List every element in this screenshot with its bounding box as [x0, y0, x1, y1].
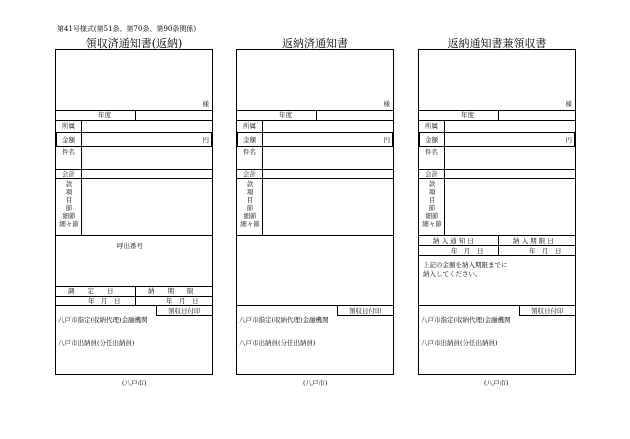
form3-kenmei: 件名: [425, 148, 438, 156]
form1-shozoku: 所属: [62, 122, 75, 130]
form1-collector: 八戸市出納員(分任出納員): [58, 339, 135, 347]
form3-collector: 八戸市出納員(分任出納員): [421, 339, 498, 347]
form2-nendo: 年度: [279, 111, 292, 119]
form1-en: 円: [202, 136, 209, 144]
form2-kingaku: 金額: [243, 136, 256, 144]
form2-shozoku: 所属: [243, 122, 256, 130]
form3-box: [418, 49, 576, 375]
form3-kaikei: 会計: [425, 170, 438, 178]
form3-notice-line1: 上記の金額を納入期限までに: [423, 261, 508, 269]
form1-bank: 八戸市指定(収納代理)金融機関: [58, 316, 148, 324]
form1-box: [55, 49, 213, 375]
form3-amount-row: [419, 132, 575, 147]
form3-date1: 年 月 日: [451, 247, 484, 255]
form2-en: 円: [383, 136, 390, 144]
form3-en: 円: [565, 136, 572, 144]
form3-kamoku: 款 項 目 節 細節 細々節: [422, 180, 442, 228]
form2-kenmei: 件名: [243, 148, 256, 156]
form2-title: 返納済通知書: [282, 37, 348, 50]
form3-date2: 年 月 日: [529, 247, 562, 255]
form2-kaikei: 会計: [243, 170, 256, 178]
form2-kamoku: 款 項 目 節 細節 細々節: [240, 180, 260, 228]
form1-amount-row: [56, 132, 212, 147]
form1-kingaku: 金額: [62, 136, 75, 144]
form1-date2: 年 月 日: [166, 297, 199, 305]
form3-kingaku: 金額: [425, 136, 438, 144]
form1-kamoku: 款 項 目 節 細節 細々節: [59, 180, 79, 228]
form1-chotei-bi: 調 定 日: [68, 287, 114, 295]
form1-kenmei: 件名: [62, 148, 75, 156]
form1-ryoshu-in: 領収日付印: [168, 307, 201, 315]
form2-ryoshu-in: 領収日付印: [349, 307, 382, 315]
form-number: 第41号様式(第51条、第70条、第90条関係): [57, 25, 197, 33]
form2-box: [236, 49, 394, 375]
form3-sama: 様: [565, 100, 572, 108]
form3-nyu-kigen-bi: 納 入 期 限 日: [513, 237, 554, 245]
form3-nyu-tsuchi-bi: 納 入 通 知 日: [433, 237, 474, 245]
form1-sama: 様: [202, 100, 209, 108]
form2-collector: 八戸市出納員(分任出納員): [239, 339, 316, 347]
form2-issuer: (八戸市): [303, 379, 328, 387]
form1-title: 領収済通知書(返納): [85, 37, 183, 50]
form1-yobidashi: 呼出番号: [117, 242, 143, 250]
form2-bank: 八戸市指定(収納代理)金融機関: [239, 316, 329, 324]
form1-issuer: (八戸市): [122, 379, 147, 387]
form2-sama: 様: [383, 100, 390, 108]
form1-noki-gen: 納 期 限: [148, 287, 194, 295]
form2-amount-row: [237, 132, 393, 147]
form1-date1: 年 月 日: [88, 297, 121, 305]
form3-shozoku: 所属: [425, 122, 438, 130]
form3-nendo: 年度: [461, 111, 474, 119]
form1-kaikei: 会計: [62, 170, 75, 178]
form3-title: 返納通知書兼領収書: [447, 37, 547, 50]
form3-notice-line2: 納入してください。: [423, 270, 482, 278]
form3-issuer: (八戸市): [484, 379, 509, 387]
form1-nendo: 年度: [98, 111, 111, 119]
form3-ryoshu-in: 領収日付印: [531, 307, 564, 315]
form3-bank: 八戸市指定(収納代理)金融機関: [421, 316, 511, 324]
